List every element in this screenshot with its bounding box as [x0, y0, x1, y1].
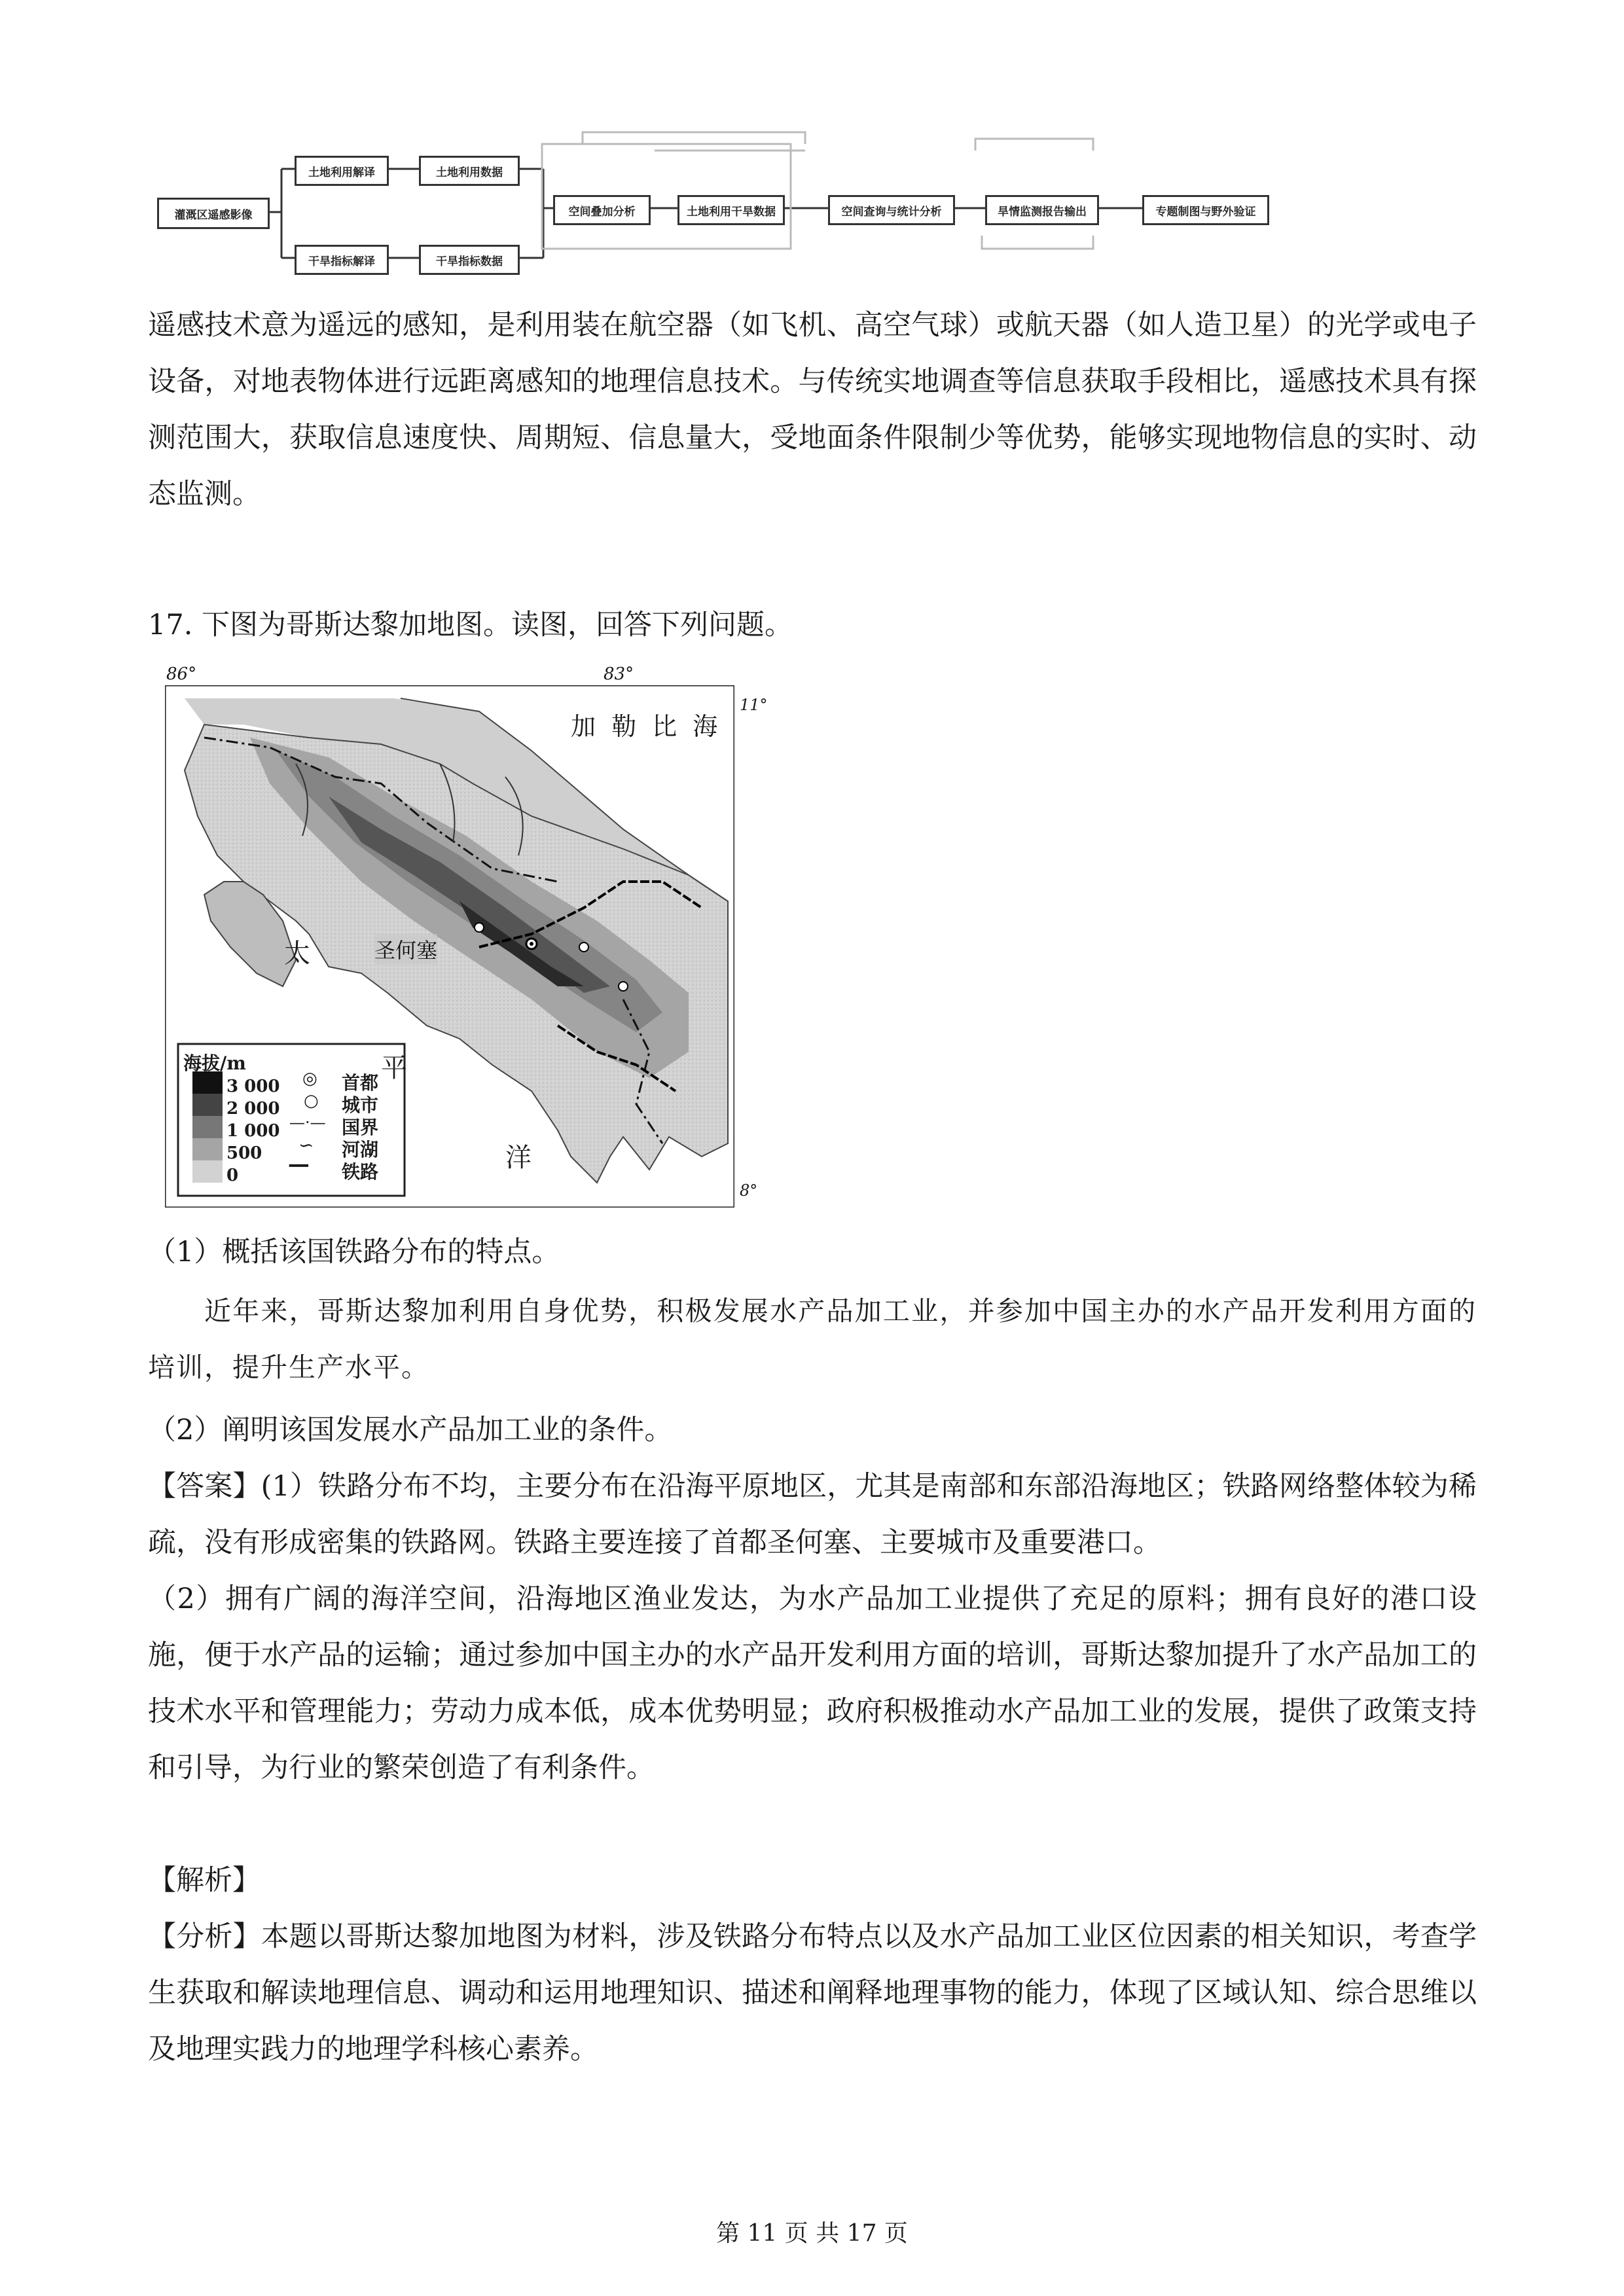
sub-question-1: [148, 1224, 1477, 1280]
city-marker: [579, 942, 588, 952]
legend-capital-icon: ◎: [302, 1069, 317, 1088]
flow-overlay-box: 空间叠加分析: [553, 195, 651, 225]
sub-question-2: [148, 1402, 1477, 1458]
material-text: 近年来，哥斯达黎加利用自身优势，积极发展水产品加工业，并参加中国主办的水产品开发利用方面的培训，提升生产水平。: [148, 1295, 1477, 1383]
answer-1: [148, 1458, 1477, 1571]
q1-text: （1）概括该国铁路分布的特点。: [148, 1236, 560, 1268]
legend-elev-500: 500: [226, 1143, 262, 1163]
answer-2-text: （2）拥有广阔的海洋空间，沿海地区渔业发达，为水产品加工业提供了充足的原料；拥有良好的港口设施，便于水产品的运输；通过参加中国主办的水产品开发利用方面的培训，哥斯达黎加提升了水产品加工的技术水平和管理能力；劳动力成本低，成本优势明显；政府积极推动水产品加工业的发展，提供了政策支持和引导，为行业的繁荣创造了有利条件。: [148, 1583, 1477, 1784]
legend-elev-1000: 1 000: [226, 1121, 280, 1141]
answer-1-text: 【答案】(1）铁路分布不均，主要分布在沿海平原地区，尤其是南部和东部沿海地区；铁路网络整体较为稀疏，没有形成密集的铁路网。铁路主要连接了首都圣何塞、主要城市及重要港口。: [148, 1470, 1477, 1559]
jiexi-text: 【解析】: [148, 1864, 261, 1897]
legend-elev-0: 0: [226, 1166, 239, 1185]
map-capital-label: 圣何塞: [374, 934, 437, 964]
question-17-text: 17. 下图为哥斯达黎加地图。读图，回答下列问题。: [148, 609, 793, 641]
flow-upper-data-box: 土地利用数据: [419, 156, 520, 186]
analysis-text: 【分析】本题以哥斯达黎加地图为材料，涉及铁路分布特点以及水产品加工业区位因素的相关知识，考查学生获取和解读地理信息、调动和运用地理知识、描述和阐释地理事物的能力，体现了区域认知、综合思维以及地理实践力的地理学科核心素养。: [148, 1920, 1477, 2066]
map-lat-top: 11°: [740, 696, 768, 714]
intro-text: 遥感技术意为遥远的感知，是利用装在航空器（如飞机、高空气球）或航天器（如人造卫星）的光学或电子设备，对地表物体进行远距离感知的地理信息技术。与传统实地调查等信息获取手段相比，遥感技术具有探测范围大，获取信息速度快、周期短、信息量大，受地面条件限制少等优势，能够实现地物信息的实时、动态监测。: [148, 309, 1477, 511]
answer-2: [148, 1571, 1477, 1796]
legend-elev-3000: 3 000: [226, 1077, 280, 1096]
legend-elev-2000: 2 000: [226, 1099, 280, 1119]
city-marker: [475, 923, 484, 932]
flow-lower-interp-box: 干旱指标解译: [295, 245, 389, 275]
jiexi-heading: [148, 1852, 1477, 1909]
flow-lower-data-box: 干旱指标数据: [419, 245, 520, 275]
intro-paragraph: [148, 297, 1477, 522]
legend-railway-icon: ━━: [289, 1157, 308, 1175]
flow-source-box: 灌溉区遥感影像: [157, 198, 270, 229]
legend-city-icon: ○: [304, 1091, 319, 1111]
flow-report-box: 旱情监测报告输出: [985, 195, 1099, 225]
legend-capital-label: 首都: [342, 1072, 379, 1094]
flow-mapping-box: 专题制图与野外验证: [1142, 195, 1269, 225]
legend-title: 海拔/m: [183, 1052, 246, 1074]
legend-border-icon: —·—: [289, 1113, 326, 1132]
flow-landuse-drought-box: 土地利用干旱数据: [677, 195, 785, 225]
legend-city-label: 城市: [342, 1094, 379, 1116]
map-ocean-char-3: 洋: [505, 1143, 532, 1173]
legend-border-label: 国界: [342, 1117, 379, 1138]
analysis-paragraph: [148, 1909, 1477, 2077]
map-lat-bottom: 8°: [740, 1181, 758, 1200]
question-17: [148, 597, 1477, 653]
map-ocean-char-2: 平: [381, 1053, 407, 1083]
flowchart: [151, 131, 1276, 281]
map-ocean-char-1: 太: [284, 939, 310, 969]
map-lon-right: 83°: [604, 664, 634, 684]
page-footer: 第 11 页 共 17 页: [716, 2220, 908, 2247]
map-lon-left: 86°: [166, 664, 197, 684]
flow-upper-interp-box: 土地利用解译: [295, 156, 389, 186]
flow-query-box: 空间查询与统计分析: [828, 195, 955, 225]
legend-river-label: 河湖: [342, 1139, 379, 1160]
costa-rica-map: [152, 664, 768, 1217]
q2-text: （2）阐明该国发展水产品加工业的条件。: [148, 1414, 673, 1446]
legend-railway-label: 铁路: [342, 1161, 379, 1183]
legend-river-icon: ∽: [298, 1134, 314, 1156]
map-sea-label: 加 勒 比 海: [571, 712, 722, 741]
material-paragraph: [148, 1283, 1477, 1395]
city-marker: [619, 982, 628, 991]
